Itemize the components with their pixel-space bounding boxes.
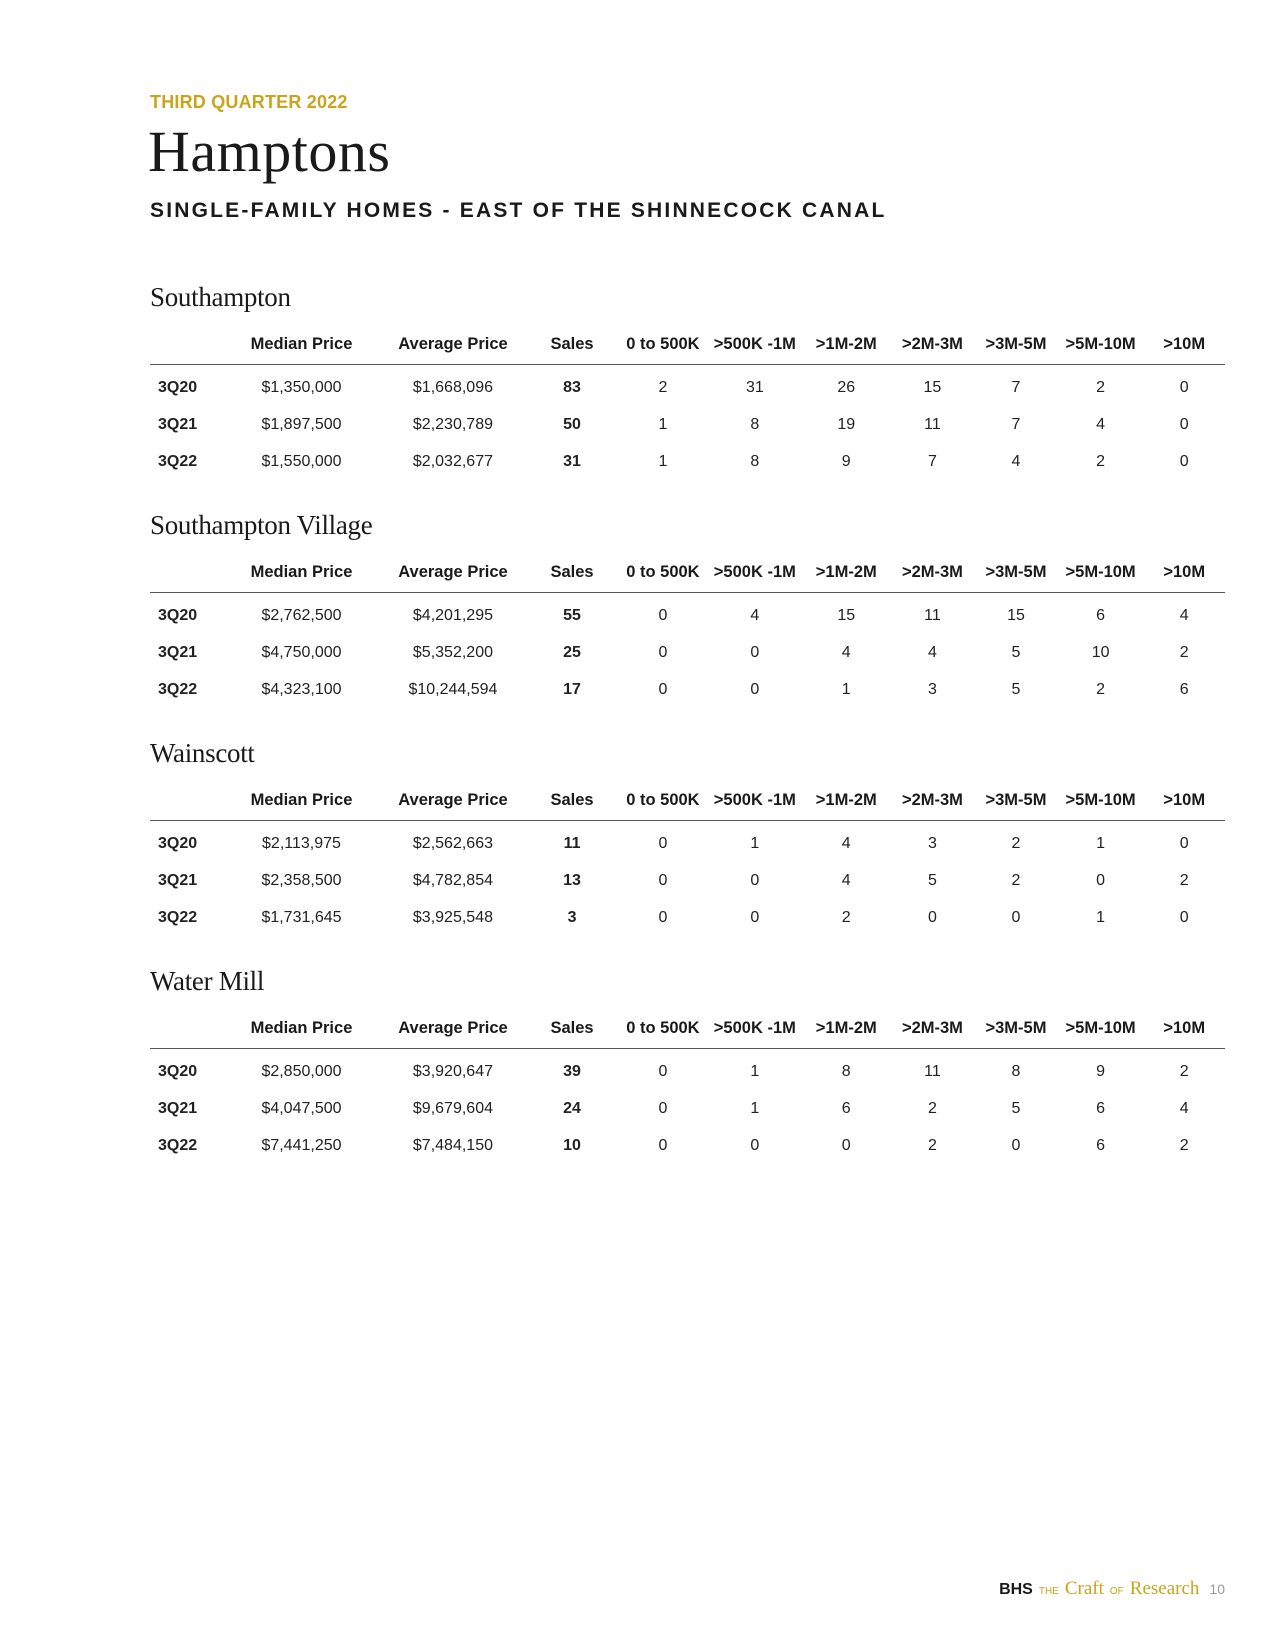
page-footer <box>999 1578 1225 1600</box>
footer-brand: BHS <box>999 1581 1033 1598</box>
table-cell: 4 <box>1011 452 1021 470</box>
table-cell: 1 <box>841 680 851 698</box>
table-cell: 1 <box>658 452 668 470</box>
table-row <box>150 1049 1225 1091</box>
table-cell: 0 <box>658 834 668 852</box>
table-cell: 0 <box>658 871 668 889</box>
table-cell: 0 <box>750 1136 760 1154</box>
column-header: >10M <box>1143 1014 1225 1049</box>
table-cell: $1,350,000 <box>261 378 342 396</box>
table-cell: 4 <box>927 643 937 661</box>
table-row <box>150 821 1225 863</box>
table-cell: 31 <box>745 378 764 396</box>
table-cell: 0 <box>841 1136 851 1154</box>
table-cell: 26 <box>837 378 856 396</box>
table-cell: $3,920,647 <box>412 1062 493 1080</box>
table-header-row <box>150 1014 1225 1049</box>
table-header-row <box>150 330 1225 365</box>
table-row <box>150 1127 1225 1164</box>
table-cell: 8 <box>841 1062 851 1080</box>
period-cell: 3Q22 <box>158 908 198 926</box>
table-row <box>150 862 1225 899</box>
table-cell: 0 <box>750 680 760 698</box>
period-cell: 3Q21 <box>158 415 198 433</box>
column-header: >2M-3M <box>891 786 975 821</box>
table-cell: 15 <box>837 606 856 624</box>
table-cell: 24 <box>563 1099 581 1117</box>
table-cell: 5 <box>927 871 937 889</box>
table-cell: 2 <box>841 908 851 926</box>
column-header: >10M <box>1143 330 1225 365</box>
table-cell: 2 <box>1179 1136 1189 1154</box>
sales-table <box>150 786 1225 936</box>
column-header <box>150 1014 223 1049</box>
table-row <box>150 443 1225 480</box>
table-row <box>150 671 1225 708</box>
table-cell: 0 <box>1096 871 1106 889</box>
table-cell: 11 <box>924 606 941 624</box>
table-cell: 0 <box>658 1099 668 1117</box>
table-cell: 11 <box>924 415 941 433</box>
table-cell: $2,032,677 <box>412 452 493 470</box>
sales-table <box>150 330 1225 480</box>
footer-of: OF <box>1109 1586 1124 1597</box>
table-cell: 0 <box>1011 1136 1021 1154</box>
table-cell: 8 <box>750 415 760 433</box>
column-header: >3M-5M <box>974 330 1058 365</box>
column-header: >5M-10M <box>1058 786 1144 821</box>
table-cell: 11 <box>563 834 581 852</box>
table-cell: 5 <box>1011 680 1021 698</box>
table-row <box>150 365 1225 407</box>
table-cell: $4,323,100 <box>261 680 342 698</box>
table-cell: 0 <box>658 1136 668 1154</box>
table-cell: 6 <box>841 1099 851 1117</box>
table-cell: 1 <box>1096 834 1106 852</box>
market-section <box>150 966 1225 1164</box>
table-cell: 4 <box>1096 415 1106 433</box>
table-cell: 1 <box>1096 908 1106 926</box>
section-title: Southampton Village <box>150 510 373 540</box>
table-header-row <box>150 786 1225 821</box>
table-cell: 2 <box>1096 680 1106 698</box>
table-cell: 7 <box>1011 415 1021 433</box>
column-header: Average Price <box>380 330 526 365</box>
table-cell: $2,113,975 <box>262 834 341 852</box>
period-cell: 3Q21 <box>158 1099 198 1117</box>
table-cell: 2 <box>1179 1062 1189 1080</box>
period-cell: 3Q22 <box>158 680 198 698</box>
column-header: 0 to 500K <box>618 786 708 821</box>
table-cell: 8 <box>750 452 760 470</box>
table-cell: 0 <box>1179 415 1189 433</box>
table-cell: 1 <box>750 834 760 852</box>
column-header: >500K -1M <box>708 1014 802 1049</box>
market-section <box>150 510 1225 708</box>
table-cell: 6 <box>1096 606 1106 624</box>
footer-research: Research <box>1129 1578 1200 1599</box>
table-cell: $7,484,150 <box>412 1136 493 1154</box>
table-row <box>150 634 1225 671</box>
column-header <box>150 558 223 593</box>
table-cell: 25 <box>563 643 581 661</box>
column-header: 0 to 500K <box>618 1014 708 1049</box>
column-header: Median Price <box>223 786 380 821</box>
table-cell: $4,201,295 <box>412 606 493 624</box>
table-cell: $2,358,500 <box>261 871 342 889</box>
column-header: >1M-2M <box>802 558 891 593</box>
table-cell: $2,230,789 <box>412 415 493 433</box>
page-title: Hamptons <box>148 119 391 184</box>
column-header: Average Price <box>380 1014 526 1049</box>
period-cell: 3Q20 <box>158 606 198 624</box>
table-cell: $1,897,500 <box>261 415 342 433</box>
column-header: Sales <box>526 1014 618 1049</box>
period-cell: 3Q22 <box>158 1136 198 1154</box>
column-header: >10M <box>1143 786 1225 821</box>
table-cell: 1 <box>658 415 668 433</box>
table-cell: 2 <box>1011 834 1021 852</box>
column-header: >3M-5M <box>974 1014 1058 1049</box>
table-cell: 0 <box>750 908 760 926</box>
table-cell: 4 <box>750 606 760 624</box>
column-header: >1M-2M <box>802 1014 891 1049</box>
table-cell: 2 <box>927 1136 937 1154</box>
period-cell: 3Q20 <box>158 378 198 396</box>
column-header: >2M-3M <box>891 1014 975 1049</box>
period-cell: 3Q21 <box>158 871 198 889</box>
column-header: >10M <box>1143 558 1225 593</box>
table-row <box>150 899 1225 936</box>
period-cell: 3Q20 <box>158 834 198 852</box>
table-cell: 15 <box>923 378 942 396</box>
table-cell: 2 <box>1179 643 1189 661</box>
table-cell: 6 <box>1179 680 1189 698</box>
table-cell: 6 <box>1096 1099 1106 1117</box>
table-cell: 1 <box>750 1099 760 1117</box>
table-row <box>150 593 1225 635</box>
table-cell: 6 <box>1096 1136 1106 1154</box>
column-header: 0 to 500K <box>618 330 708 365</box>
table-cell: 2 <box>658 378 668 396</box>
table-cell: 19 <box>837 415 856 433</box>
table-cell: 0 <box>1179 378 1189 396</box>
table-cell: 0 <box>750 643 760 661</box>
table-cell: $2,762,500 <box>261 606 342 624</box>
column-header: Median Price <box>223 1014 380 1049</box>
table-cell: 2 <box>1011 871 1021 889</box>
market-section <box>150 282 1225 480</box>
period-cell: 3Q20 <box>158 1062 198 1080</box>
table-cell: $1,731,645 <box>261 908 342 926</box>
table-cell: 83 <box>563 378 581 396</box>
table-cell: 39 <box>563 1062 581 1080</box>
section-title: Wainscott <box>150 738 255 768</box>
table-row <box>150 406 1225 443</box>
table-cell: $4,750,000 <box>261 643 342 661</box>
table-cell: 3 <box>927 680 937 698</box>
table-cell: 3 <box>927 834 937 852</box>
column-header: Sales <box>526 558 618 593</box>
table-cell: 31 <box>563 452 581 470</box>
period-cell: 3Q21 <box>158 643 198 661</box>
table-cell: 4 <box>841 834 851 852</box>
table-cell: 10 <box>563 1136 581 1154</box>
table-cell: 0 <box>1011 908 1021 926</box>
column-header: Average Price <box>380 786 526 821</box>
column-header: >2M-3M <box>891 330 975 365</box>
column-header: >1M-2M <box>802 330 891 365</box>
table-cell: 50 <box>563 415 581 433</box>
table-cell: 0 <box>658 680 668 698</box>
table-cell: 55 <box>563 606 581 624</box>
table-cell: 2 <box>1179 871 1189 889</box>
column-header <box>150 786 223 821</box>
sales-table <box>150 1014 1225 1164</box>
table-cell: 9 <box>841 452 851 470</box>
column-header: 0 to 500K <box>618 558 708 593</box>
column-header: >5M-10M <box>1058 1014 1144 1049</box>
table-cell: 0 <box>1179 452 1189 470</box>
table-cell: 4 <box>841 643 851 661</box>
column-header <box>150 330 223 365</box>
column-header: >2M-3M <box>891 558 975 593</box>
table-cell: 5 <box>1011 643 1021 661</box>
table-cell: 7 <box>1011 378 1021 396</box>
period-cell: 3Q22 <box>158 452 198 470</box>
table-cell: $3,925,548 <box>412 908 493 926</box>
footer-the: THE <box>1038 1586 1059 1597</box>
table-cell: 10 <box>1091 643 1110 661</box>
table-cell: $5,352,200 <box>412 643 493 661</box>
column-header: >5M-10M <box>1058 330 1144 365</box>
column-header: Median Price <box>223 330 380 365</box>
table-row <box>150 1090 1225 1127</box>
column-header: >500K -1M <box>708 330 802 365</box>
page-number: 10 <box>1209 1581 1225 1597</box>
table-cell: 17 <box>563 680 581 698</box>
column-header: Sales <box>526 330 618 365</box>
table-cell: $9,679,604 <box>412 1099 493 1117</box>
column-header: >500K -1M <box>708 558 802 593</box>
table-cell: 5 <box>1011 1099 1021 1117</box>
table-cell: 8 <box>1011 1062 1021 1080</box>
column-header: >500K -1M <box>708 786 802 821</box>
table-cell: $1,550,000 <box>261 452 342 470</box>
table-cell: 1 <box>750 1062 760 1080</box>
sales-table <box>150 558 1225 708</box>
table-cell: 0 <box>658 908 668 926</box>
column-header: Sales <box>526 786 618 821</box>
table-cell: 2 <box>1096 452 1106 470</box>
column-header: >1M-2M <box>802 786 891 821</box>
column-header: >3M-5M <box>974 786 1058 821</box>
table-cell: 0 <box>658 606 668 624</box>
table-cell: $2,562,663 <box>412 834 493 852</box>
report-period: THIRD QUARTER 2022 <box>150 92 348 112</box>
table-cell: 0 <box>927 908 937 926</box>
table-cell: 3 <box>567 908 577 926</box>
table-cell: 13 <box>563 871 581 889</box>
table-cell: 0 <box>658 643 668 661</box>
table-cell: 4 <box>841 871 851 889</box>
page-subtitle: SINGLE-FAMILY HOMES - EAST OF THE SHINNECOCK CANAL <box>150 199 887 222</box>
table-cell: 11 <box>924 1062 941 1080</box>
column-header: >5M-10M <box>1058 558 1144 593</box>
table-cell: $7,441,250 <box>261 1136 342 1154</box>
table-cell: 7 <box>927 452 937 470</box>
table-cell: 9 <box>1096 1062 1106 1080</box>
column-header: Average Price <box>380 558 526 593</box>
table-cell: 0 <box>1179 834 1189 852</box>
table-cell: $10,244,594 <box>408 680 498 698</box>
column-header: Median Price <box>223 558 380 593</box>
table-cell: 0 <box>1179 908 1189 926</box>
table-cell: 2 <box>1096 378 1106 396</box>
section-title: Southampton <box>150 282 291 312</box>
table-cell: $1,668,096 <box>412 378 493 396</box>
table-cell: $2,850,000 <box>261 1062 342 1080</box>
section-title: Water Mill <box>150 966 265 996</box>
market-section <box>150 738 1225 936</box>
column-header: >3M-5M <box>974 558 1058 593</box>
table-cell: 0 <box>658 1062 668 1080</box>
table-cell: 0 <box>750 871 760 889</box>
table-header-row <box>150 558 1225 593</box>
table-cell: 15 <box>1007 606 1025 624</box>
table-cell: 4 <box>1179 606 1189 624</box>
table-cell: 2 <box>927 1099 937 1117</box>
table-cell: $4,782,854 <box>412 871 493 889</box>
table-cell: $4,047,500 <box>261 1099 342 1117</box>
footer-craft: Craft <box>1064 1578 1104 1599</box>
table-cell: 4 <box>1179 1099 1189 1117</box>
